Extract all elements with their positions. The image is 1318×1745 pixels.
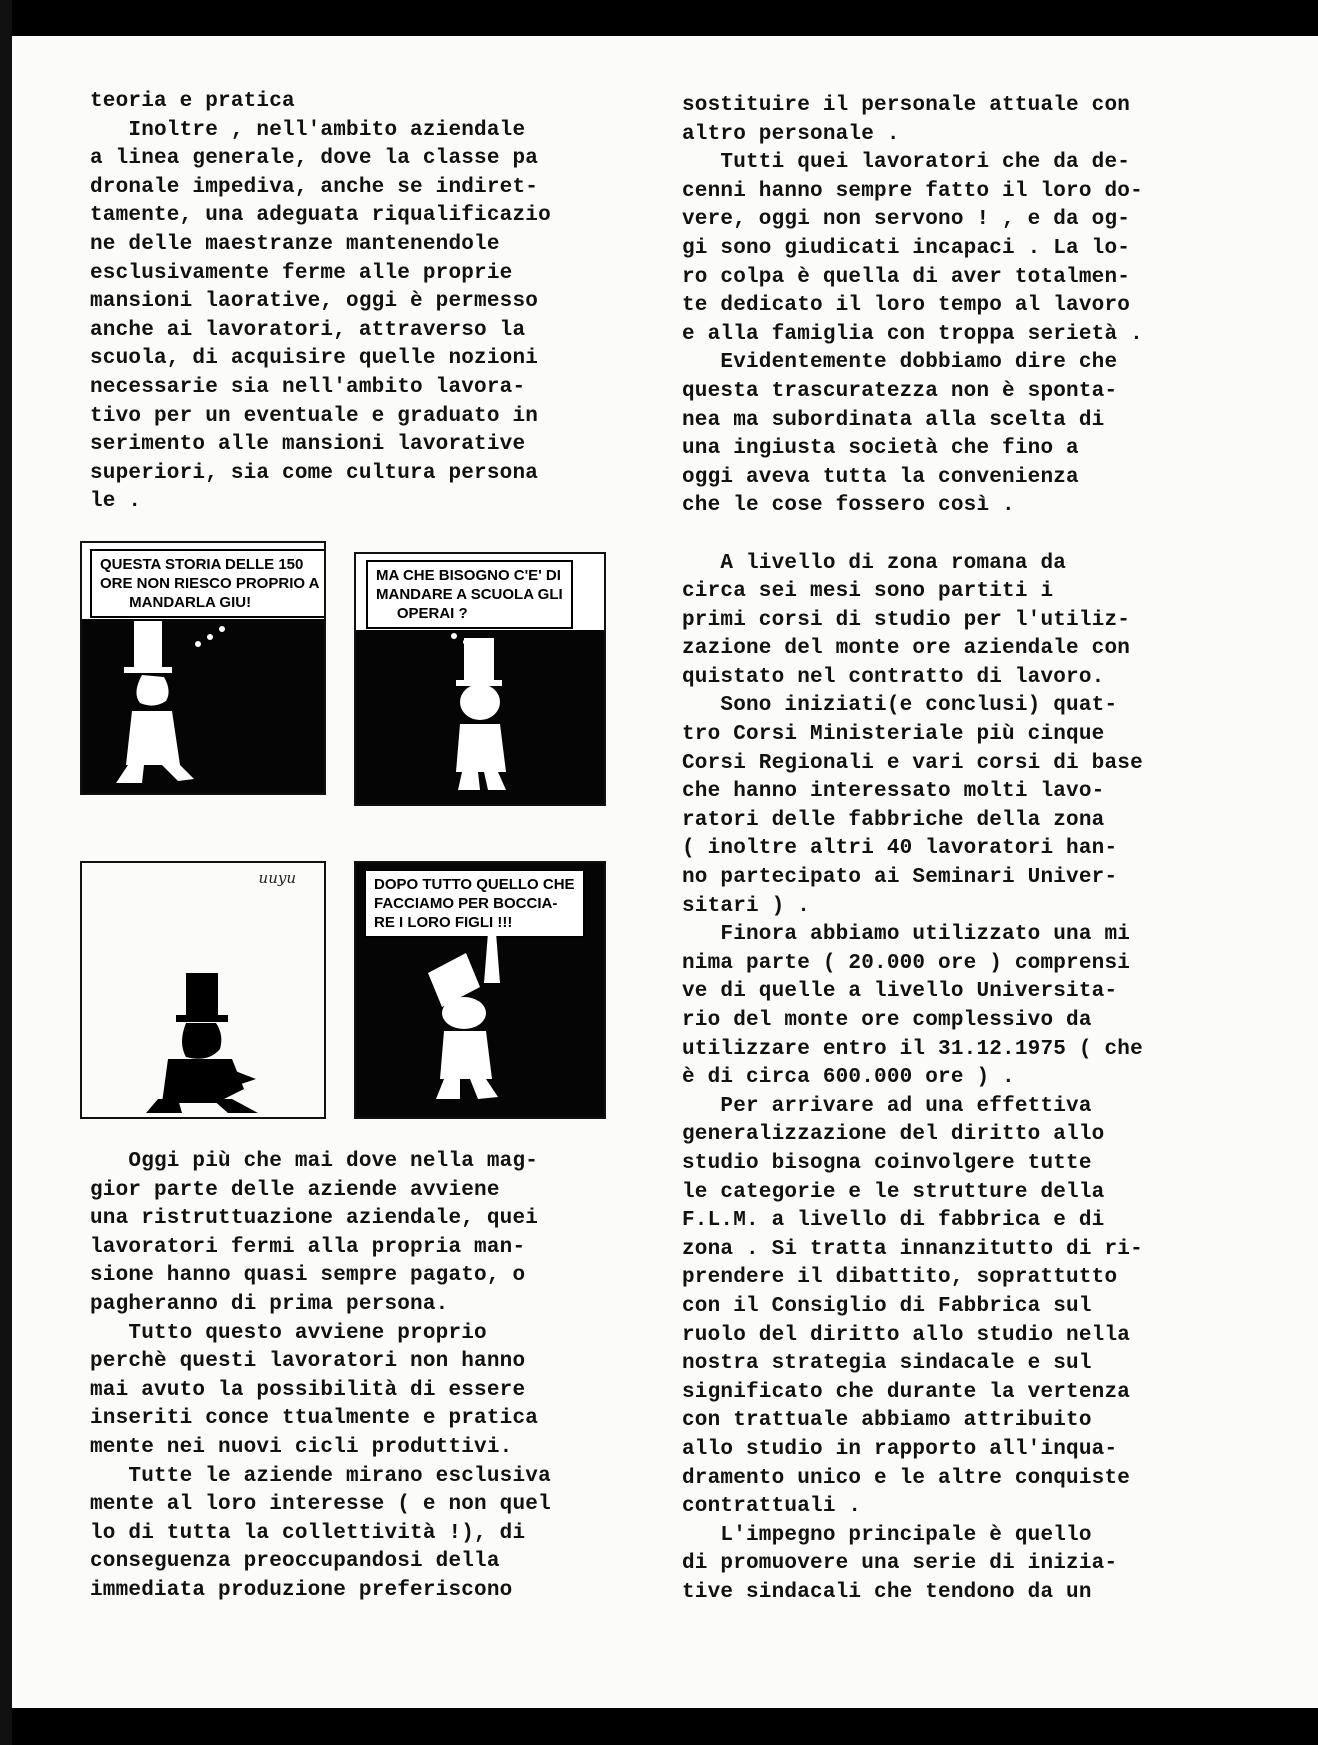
text-line: Per arrivare ad una effettiva <box>682 1094 1092 1118</box>
text-line: L'impegno principale è quello <box>682 1523 1092 1547</box>
text-line: anche ai lavoratori, attraverso la <box>90 318 526 342</box>
right-column <box>682 92 1143 1607</box>
text-line: Tutte le aziende mirano esclusiva <box>90 1464 551 1488</box>
text-line: necessarie sia nell'ambito lavora- <box>90 375 526 399</box>
text-line: Finora abbiamo utilizzato una mi <box>682 923 1131 947</box>
comic-panel-4 <box>354 861 606 1119</box>
text-line: le categorie e le strutture della <box>682 1180 1105 1204</box>
text-line: utilizzare entro il 31.12.1975 ( che <box>682 1037 1143 1061</box>
text-line: tamente, una adeguata riqualificazio <box>90 204 551 228</box>
text-line: cenni hanno sempre fatto il loro do- <box>682 179 1143 203</box>
text-line: allo studio in rapporto all'inqua- <box>682 1437 1118 1461</box>
text-line: dronale impediva, anche se indiret- <box>90 175 539 199</box>
text-line: A livello di zona romana da <box>682 551 1067 575</box>
text-line: tive sindacali che tendono da un <box>682 1580 1092 1604</box>
text-line: teoria e pratica <box>90 90 295 113</box>
text-line: no partecipato ai Seminari Univer- <box>682 866 1118 890</box>
text-line: Tutto questo avviene proprio <box>90 1321 487 1345</box>
text-line: a linea generale, dove la classe pa <box>90 147 539 171</box>
text-line: Oggi più che mai dove nella mag- <box>90 1150 539 1173</box>
text-line: Inoltre , nell'ambito aziendale <box>90 118 526 142</box>
speech-bubble-2: MA CHE BISOGNO C'E' DI MANDARE A SCUOLA GLI OPERAI ? <box>366 560 573 629</box>
text-line: inseriti conce ttualmente e pratica <box>90 1407 539 1431</box>
text-line: mente nei nuovi cicli produttivi. <box>90 1435 513 1459</box>
text-line: oggi aveva tutta la convenienza <box>682 465 1079 489</box>
text-line: conseguenza preoccupandosi della <box>90 1550 500 1574</box>
text-line: è di circa 600.000 ore ) . <box>682 1066 1015 1090</box>
text-line: immediata produzione preferiscono <box>90 1578 513 1602</box>
text-line: zona . Si tratta innanzitutto di ri- <box>682 1237 1143 1261</box>
comic-panel-3 <box>80 861 326 1119</box>
text-line: altro personale . <box>682 122 900 146</box>
text-line: F.L.M. a livello di fabbrica e di <box>682 1209 1105 1233</box>
text-line: quistato nel contratto di lavoro. <box>682 665 1105 689</box>
text-line: ne delle maestranze mantenendole <box>90 232 500 256</box>
text-line: circa sei mesi sono partiti i <box>682 580 1054 604</box>
text-line: di promuovere una serie di inizia- <box>682 1552 1118 1576</box>
text-line: Sono iniziati(e conclusi) quat- <box>682 694 1118 718</box>
left-column-top <box>90 88 551 517</box>
boss-figure-speaking <box>356 863 604 1117</box>
text-line: mansioni laorative, oggi è permesso <box>90 290 539 314</box>
text-line: dramento unico e le altre conquiste <box>682 1466 1131 1490</box>
text-line: nima parte ( 20.000 ore ) comprensi <box>682 951 1131 975</box>
artist-signature: uuyu <box>258 869 296 887</box>
boss-silhouette <box>82 863 324 1117</box>
text-line: mai avuto la possibilità di essere <box>90 1378 526 1402</box>
boss-figure-thinking <box>356 554 604 804</box>
text-line: ( inoltre altri 40 lavoratori han- <box>682 837 1118 861</box>
text-line: significato che durante la vertenza <box>682 1380 1131 1404</box>
text-line: te dedicato il loro tempo al lavoro <box>682 294 1131 318</box>
scan-edge <box>0 0 12 1745</box>
text-line: zazione del monte ore aziendale con <box>682 637 1131 661</box>
text-line: e alla famiglia con troppa serietà . <box>682 322 1143 346</box>
text-line: gi sono giudicati incapaci . La lo- <box>682 236 1131 260</box>
text-line: studio bisogna coinvolgere tutte <box>682 1151 1092 1175</box>
speech-bubble-1: QUESTA STORIA DELLE 150 ORE NON RIESCO PROPRIO A MANDARLA GIU! <box>90 549 326 618</box>
text-line: che le cose fossero così . <box>682 494 1015 518</box>
text-line: contrattuali . <box>682 1495 862 1519</box>
text-line: rio del monte ore complessivo da <box>682 1009 1092 1032</box>
text-line: sione hanno quasi sempre pagato, o <box>90 1264 526 1288</box>
text-line: ratori delle fabbriche della zona <box>682 808 1105 832</box>
text-line: mente al loro interesse ( e non quel <box>90 1493 551 1517</box>
text-line: ve di quelle a livello Universita- <box>682 980 1118 1004</box>
text-line: tro Corsi Ministeriale più cinque <box>682 723 1105 747</box>
boss-figure-walking <box>82 543 324 793</box>
text-line: superiori, sia come cultura persona <box>90 461 539 485</box>
text-line: nostra strategia sindacale e sul <box>682 1352 1092 1376</box>
text-line: prendere il dibattito, soprattutto <box>682 1266 1118 1290</box>
text-line: tivo per un eventuale e graduato in <box>90 404 539 428</box>
text-line: Evidentemente dobbiamo dire che <box>682 351 1118 375</box>
bleed-through <box>652 116 670 190</box>
text-line: una ingiusta società che fino a <box>682 437 1079 461</box>
comic-panel-2 <box>354 552 606 806</box>
text-line: sostituire il personale attuale con <box>682 94 1131 117</box>
text-line: esclusivamente ferme alle proprie <box>90 261 513 285</box>
text-line: vere, oggi non servono ! , e da og- <box>682 208 1131 232</box>
text-line: una ristruttuazione aziendale, quei <box>90 1207 539 1231</box>
document-page <box>12 36 1318 1708</box>
text-line: lo di tutta la collettività !), di <box>90 1521 526 1545</box>
text-line: nea ma subordinata alla scelta di <box>682 408 1105 432</box>
text-line: scuola, di acquisire quelle nozioni <box>90 347 539 371</box>
text-line: primi corsi di studio per l'utiliz- <box>682 608 1131 632</box>
text-line: questa trascuratezza non è sponta- <box>682 379 1118 403</box>
text-line: perchè questi lavoratori non hanno <box>90 1350 526 1374</box>
text-line: con il Consiglio di Fabbrica sul <box>682 1294 1092 1318</box>
text-line: Corsi Regionali e vari corsi di base <box>682 751 1143 775</box>
text-line: lavoratori fermi alla propria man- <box>90 1235 526 1259</box>
speech-bubble-4: DOPO TUTTO QUELLO CHE FACCIAMO PER BOCCIA- RE I LORO FIGLI !!! <box>364 869 585 938</box>
text-line: Tutti quei lavoratori che da de- <box>682 151 1131 175</box>
left-column-bottom <box>90 1148 551 1606</box>
text-line: ruolo del diritto allo studio nella <box>682 1323 1131 1347</box>
text-line: con trattuale abbiamo attribuito <box>682 1409 1092 1433</box>
text-line: le . <box>90 490 142 514</box>
text-line: gior parte delle aziende avviene <box>90 1178 500 1202</box>
text-line <box>682 521 1143 550</box>
text-line: che hanno interessato molti lavo- <box>682 780 1105 804</box>
text-line: generalizzazione del diritto allo <box>682 1123 1105 1147</box>
comic-panel-1 <box>80 541 326 795</box>
text-line: pagheranno di prima persona. <box>90 1292 449 1316</box>
text-line: sitari ) . <box>682 894 811 918</box>
text-line: serimento alle mansioni lavorative <box>90 433 526 457</box>
text-line: ro colpa è quella di aver totalmen- <box>682 265 1131 289</box>
